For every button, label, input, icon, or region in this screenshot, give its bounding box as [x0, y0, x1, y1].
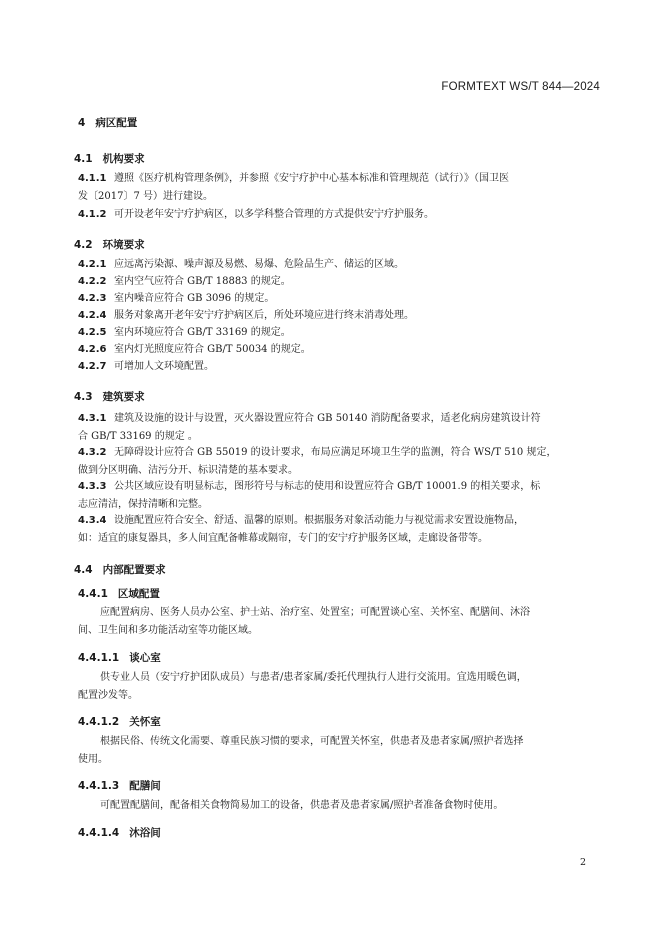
- clause-text: 建筑及设施的设计与设置，灭火器设置应符合 GB 50140 消防配备要求，适老化病房建筑设计符: [114, 413, 541, 424]
- clause-number: 4.3.4: [78, 515, 107, 526]
- clause-text: 室内环境应符合 GB/T 33169 的规定。: [114, 327, 291, 338]
- paragraph-text: 供专业人员（安宁疗护团队成员）与患者/患者家属/委托代理执行人进行交流用。宜选用暖色调，: [100, 672, 527, 683]
- clause-text: 室内噪音应符合 GB 3096 的规定。: [114, 293, 275, 304]
- clause-4-2-1: [78, 256, 600, 274]
- clause-4-3-4: [78, 512, 600, 548]
- paragraph-4-4-1: [78, 604, 600, 640]
- heading-title: 病区配置: [95, 117, 138, 129]
- section-4-4-1-heading: [78, 586, 160, 601]
- clause-text-cont: 合 GB/T 33169 的规定 。: [78, 431, 198, 442]
- heading-title: 区域配置: [117, 588, 160, 600]
- heading-title: 建筑要求: [102, 391, 145, 403]
- clause-text: 应远离污染源、噪声源及易燃、易爆、危险品生产、储运的区域。: [114, 259, 404, 270]
- clause-text: 室内灯光照度应符合 GB/T 50034 的规定。: [114, 344, 311, 355]
- clause-number: 4.3.2: [78, 447, 107, 458]
- clause-number: 4.1.1: [78, 173, 107, 184]
- clause-number: 4.2.2: [78, 276, 107, 287]
- clause-text: 可增加人文环境配置。: [114, 361, 214, 372]
- section-4-heading: [78, 115, 137, 130]
- section-4-4-1-3-heading: [78, 778, 161, 793]
- paragraph-text: 应配置病房、医务人员办公室、护士站、治疗室、处置室；可配置谈心室、关怀室、配膳间、沐浴: [100, 607, 530, 618]
- clause-number: 4.2.3: [78, 293, 107, 304]
- clause-text: 服务对象离开老年安宁疗护病区后，所处环境应进行终末消毒处理。: [114, 310, 414, 321]
- paragraph-text-cont: 使用。: [78, 754, 108, 765]
- clause-text: 公共区域应设有明显标志，图形符号与标志的使用和设置应符合 GB/T 10001.9 的相关要求，标: [114, 481, 541, 492]
- clause-4-3-1: [78, 410, 600, 446]
- clause-4-2-3: [78, 290, 600, 308]
- heading-title: 机构要求: [102, 153, 145, 165]
- section-4-4-1-1-heading: [78, 650, 161, 665]
- clause-4-1-2: [78, 206, 600, 224]
- section-4-4-heading: [74, 562, 166, 577]
- page-number: 2: [579, 857, 586, 868]
- heading-title: 环境要求: [102, 239, 145, 251]
- clause-number: 4.3.3: [78, 481, 107, 492]
- clause-text-cont: 做到分区明确、洁污分开、标识清楚的基本要求。: [78, 465, 298, 476]
- paragraph-text: 可配置配膳间，配备相关食物简易加工的设备，供患者及患者家属/照护者准备食物时使用。: [100, 800, 504, 811]
- clause-4-2-6: [78, 341, 600, 359]
- paragraph-4-4-1-1: [78, 669, 600, 705]
- heading-title: 沐浴间: [129, 827, 161, 839]
- heading-number: 4.4.1.1: [78, 652, 120, 664]
- paragraph-text: 根据民俗、传统文化需要、尊重民族习惯的要求，可配置关怀室，供患者及患者家属/照护者选择: [100, 736, 524, 747]
- clause-number: 4.2.1: [78, 259, 107, 270]
- clause-text-cont: 如：适宜的康复器具，多人间宜配备帷幕或隔帘，专门的安宁疗护服务区域，走廊设备带等。: [78, 533, 488, 544]
- clause-number: 4.2.7: [78, 361, 107, 372]
- heading-number: 4.4.1.2: [78, 716, 120, 728]
- section-4-1-heading: [74, 151, 145, 166]
- clause-text: 遵照《医疗机构管理条例》，并参照《安宁疗护中心基本标准和管理规范（试行）》（国卫医: [114, 173, 509, 184]
- standard-code-header: FORMTEXT WS/T 844—2024: [441, 81, 600, 93]
- heading-title: 内部配置要求: [102, 564, 166, 576]
- section-4-2-heading: [74, 237, 145, 252]
- clause-4-2-2: [78, 273, 600, 291]
- clause-4-2-4: [78, 307, 600, 325]
- clause-text: 无障碍设计应符合 GB 55019 的设计要求，布局应满足环境卫生学的监测，符合 WS/T 510 规定，: [114, 447, 557, 458]
- heading-title: 关怀室: [129, 716, 161, 728]
- clause-number: 4.3.1: [78, 413, 107, 424]
- paragraph-4-4-1-3: [78, 797, 600, 815]
- clause-4-2-5: [78, 324, 600, 342]
- clause-4-3-2: [78, 444, 600, 480]
- clause-text: 室内空气应符合 GB/T 18883 的规定。: [114, 276, 291, 287]
- heading-number: 4.4.1: [78, 588, 108, 600]
- clause-4-2-7: [78, 358, 600, 376]
- heading-number: 4.3: [74, 391, 93, 403]
- heading-number: 4.1: [74, 153, 93, 165]
- heading-number: 4: [78, 117, 86, 129]
- section-4-4-1-2-heading: [78, 714, 161, 729]
- paragraph-text-cont: 间、卫生间和多功能活动室等功能区域。: [78, 625, 258, 636]
- paragraph-text-cont: 配置沙发等。: [78, 690, 138, 701]
- heading-title: 谈心室: [129, 652, 161, 664]
- paragraph-4-4-1-2: [78, 733, 600, 769]
- clause-number: 4.2.4: [78, 310, 107, 321]
- heading-number: 4.4: [74, 564, 93, 576]
- clause-text: 可开设老年安宁疗护病区，以多学科整合管理的方式提供安宁疗护服务。: [114, 209, 434, 220]
- section-4-4-1-4-heading: [78, 825, 161, 840]
- clause-number: 4.2.6: [78, 344, 107, 355]
- heading-number: 4.2: [74, 239, 93, 251]
- heading-number: 4.4.1.4: [78, 827, 120, 839]
- clause-4-1-1: [78, 170, 600, 206]
- clause-4-3-3: [78, 478, 600, 514]
- clause-text: 设施配置应符合安全、舒适、温馨的原则。根据服务对象活动能力与视觉需求安置设施物品，: [114, 515, 524, 526]
- clause-number: 4.2.5: [78, 327, 107, 338]
- clause-number: 4.1.2: [78, 209, 107, 220]
- clause-text-cont: 发〔2017〕7 号）进行建设。: [78, 191, 213, 202]
- heading-title: 配膳间: [129, 780, 161, 792]
- section-4-3-heading: [74, 389, 145, 404]
- heading-number: 4.4.1.3: [78, 780, 120, 792]
- clause-text-cont: 志应清洁，保持清晰和完整。: [78, 499, 208, 510]
